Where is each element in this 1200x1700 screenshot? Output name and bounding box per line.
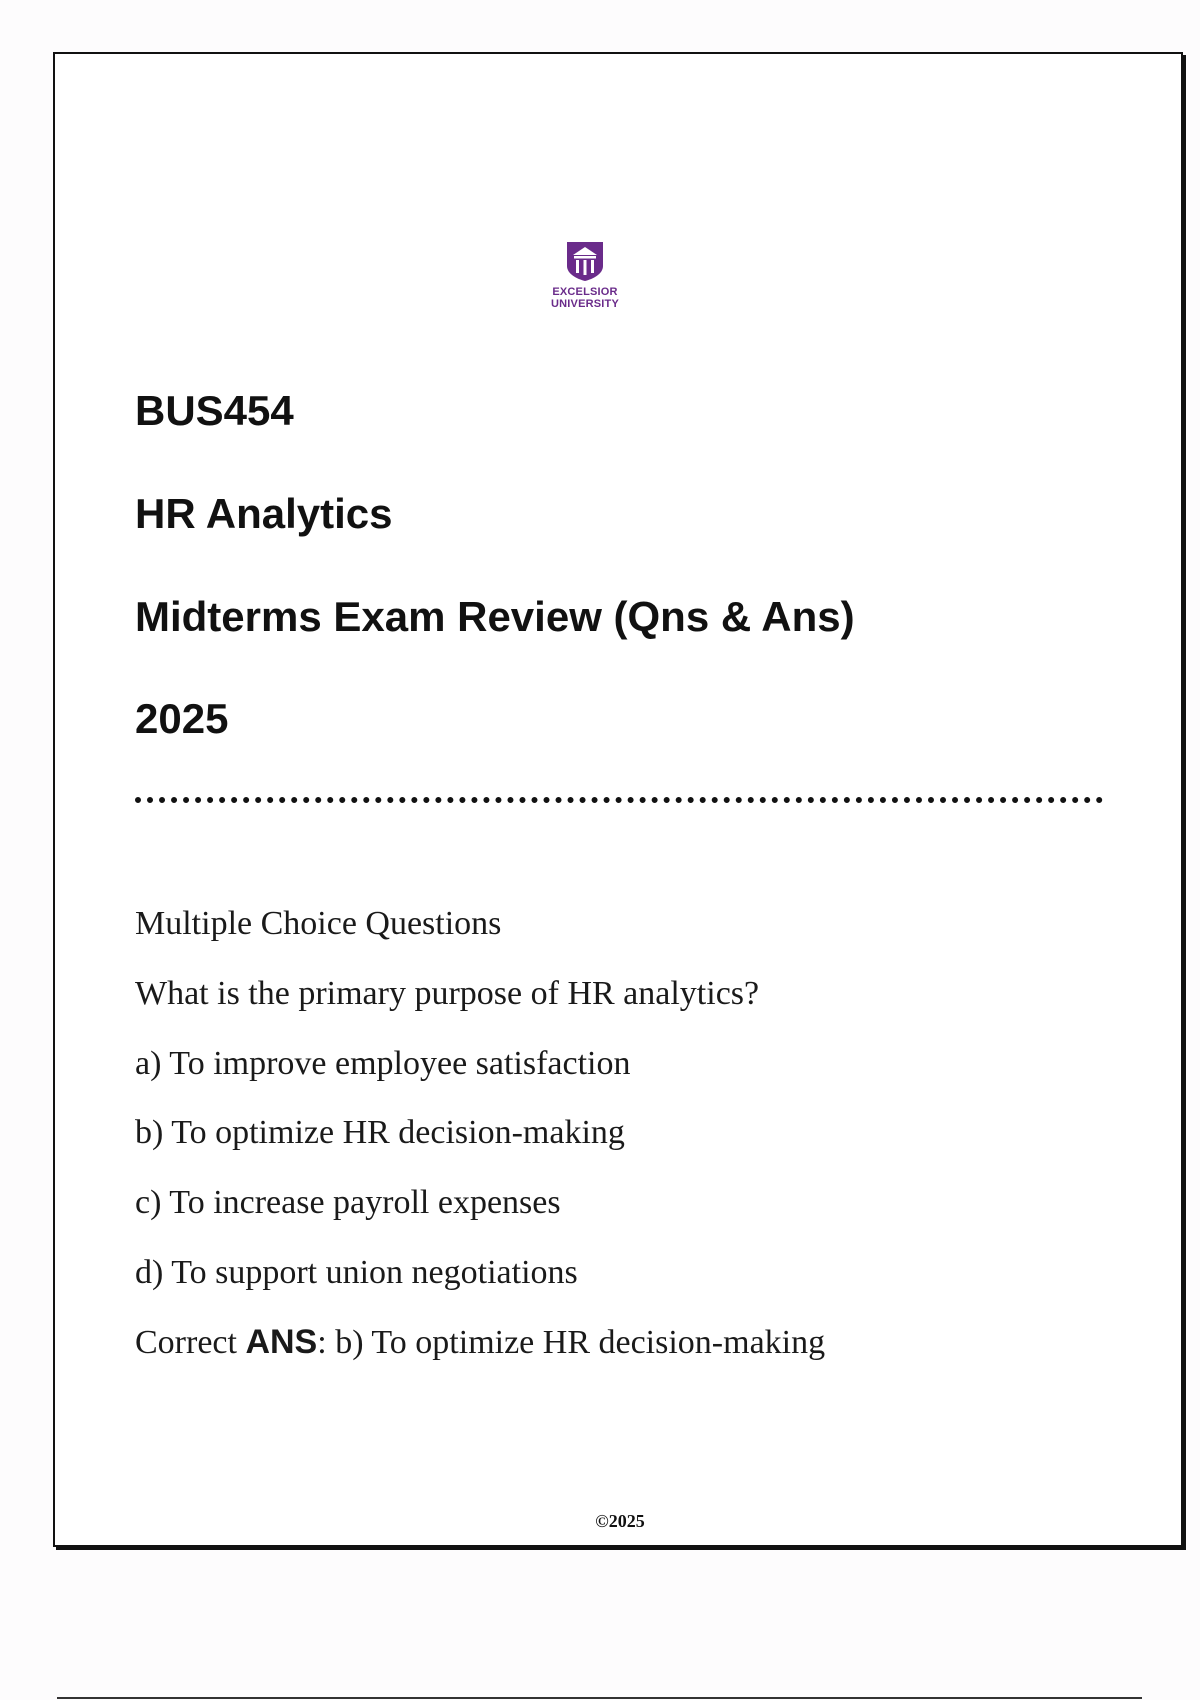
option-a: a) To improve employee satisfaction xyxy=(135,1045,631,1082)
logo-text-line1: EXCELSIOR xyxy=(552,286,618,298)
answer-prefix: Correct xyxy=(135,1324,246,1361)
option-c: c) To increase payroll expenses xyxy=(135,1184,561,1221)
document-title: Midterms Exam Review (Qns & Ans) xyxy=(135,593,855,640)
answer-key-label: ANS xyxy=(245,1323,318,1361)
option-b: b) To optimize HR decision-making xyxy=(135,1114,625,1151)
question-text: What is the primary purpose of HR analytics? xyxy=(135,975,760,1012)
university-logo xyxy=(535,240,635,330)
option-d: d) To support union negotiations xyxy=(135,1254,578,1291)
correct-answer-line xyxy=(135,1322,825,1363)
course-code: BUS454 xyxy=(135,387,294,434)
copyright-footer: ©2025 xyxy=(595,1511,645,1531)
bottom-rule xyxy=(57,1697,1142,1699)
university-building-shield-icon xyxy=(565,240,605,282)
logo-text-line2: UNIVERSITY xyxy=(550,298,619,310)
answer-text: : b) To optimize HR decision-making xyxy=(317,1324,826,1361)
course-name: HR Analytics xyxy=(135,490,393,537)
dotted-divider xyxy=(135,797,1103,803)
document-year: 2025 xyxy=(135,695,229,742)
section-heading: Multiple Choice Questions xyxy=(135,905,502,942)
